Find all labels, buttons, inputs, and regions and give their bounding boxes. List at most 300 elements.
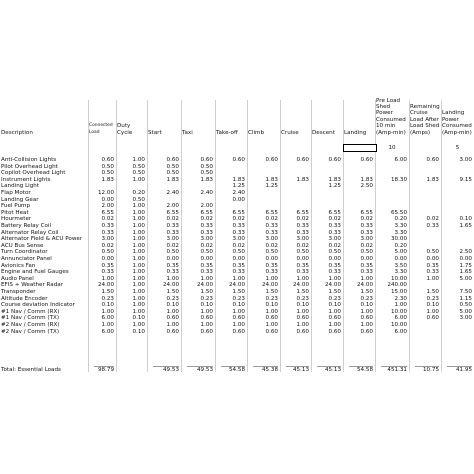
table-cell[interactable]: 1.83 [328,176,341,183]
table-cell[interactable]: 6.55 [360,209,373,216]
table-cell[interactable]: 1.50 [265,289,278,295]
row-description[interactable]: Altitude Encoder [1,295,48,302]
table-cell[interactable]: 1.50 [426,289,439,295]
table-cell[interactable]: 1.00 [132,302,145,309]
table-cell[interactable]: 0.10 [459,216,472,223]
table-cell[interactable]: 1.65 [459,223,472,229]
table-cell[interactable]: 0.60 [360,328,373,335]
table-cell[interactable]: 1.00 [166,308,179,315]
table-cell[interactable]: 0.33 [265,269,278,276]
table-cell[interactable]: 1.50 [296,289,309,295]
table-cell[interactable]: 3.30 [394,269,407,276]
row-description[interactable]: #2 Nav / Comm (RX) [1,322,60,328]
table-cell[interactable]: 6.00 [101,328,114,335]
table-cell[interactable]: 1.00 [132,157,145,163]
table-cell[interactable]: 1.00 [132,176,145,183]
table-cell[interactable]: 0.33 [328,223,341,229]
table-cell[interactable]: 6.00 [394,328,407,335]
table-cell[interactable]: 0.33 [360,229,373,236]
table-cell[interactable]: 65.50 [390,209,407,216]
column-header-landingpower[interactable]: (Amp-min) [442,129,472,136]
table-cell[interactable]: 1.50 [232,289,245,295]
table-cell[interactable]: 1.00 [101,275,114,282]
table-cell[interactable]: 3.00 [328,236,341,243]
row-description[interactable]: Copilot Overhead Light [1,170,66,177]
row-description[interactable]: Landing Light [1,183,40,190]
table-cell[interactable]: 1.00 [132,223,145,229]
table-cell[interactable]: 0.33 [296,223,309,229]
table-cell[interactable]: 0.50 [296,249,309,256]
table-cell[interactable]: 0.00 [200,256,213,262]
table-cell[interactable]: 0.23 [328,295,341,302]
table-cell[interactable]: 9.15 [459,176,472,183]
table-cell[interactable]: 0.60 [296,315,309,322]
total-cell[interactable]: 41.95 [455,367,472,373]
table-cell[interactable]: 24.00 [324,282,341,289]
table-cell[interactable]: 2.30 [394,295,407,302]
table-cell[interactable]: 6.55 [265,209,278,216]
table-cell[interactable]: 0.20 [394,216,407,223]
table-cell[interactable]: 10.00 [390,308,407,315]
table-cell[interactable]: 0.23 [200,295,213,302]
row-description[interactable]: Landing Gear [1,196,39,203]
table-cell[interactable]: 0.23 [265,295,278,302]
total-cell[interactable]: 45.13 [324,367,341,373]
table-cell[interactable]: 0.10 [166,302,179,309]
table-cell[interactable]: 1.00 [132,249,145,256]
table-cell[interactable]: 1.00 [132,275,145,282]
table-cell[interactable]: 6.55 [166,209,179,216]
table-cell[interactable]: 1.00 [200,322,213,328]
column-header-cruise[interactable]: Cruise [281,129,299,136]
table-cell[interactable]: 0.02 [296,216,309,223]
table-cell[interactable]: 0.50 [200,163,213,170]
table-cell[interactable]: 3.00 [459,315,472,322]
row-description[interactable]: Fuel Pump [1,203,31,210]
table-cell[interactable]: 1.00 [132,242,145,249]
table-cell[interactable]: 0.60 [296,157,309,163]
row-description[interactable]: Instrument Lights [1,176,51,183]
total-cell[interactable]: 451.31 [387,367,407,373]
table-cell[interactable]: 0.33 [166,269,179,276]
table-cell[interactable]: 1.00 [360,308,373,315]
table-cell[interactable]: 0.60 [101,157,114,163]
table-cell[interactable]: 0.10 [426,302,439,309]
table-cell[interactable]: 1.00 [232,308,245,315]
table-cell[interactable]: 1.00 [132,289,145,295]
column-header-start[interactable]: Start [148,129,162,136]
table-cell[interactable]: 0.33 [232,269,245,276]
table-cell[interactable]: 0.00 [232,196,245,203]
total-label[interactable]: Total: Essential Loads [1,367,61,373]
table-cell[interactable]: 0.33 [200,269,213,276]
column-header-remaining[interactable]: Load After [410,116,439,123]
table-cell[interactable]: 0.60 [166,157,179,163]
table-cell[interactable]: 0.33 [426,223,439,229]
row-description[interactable]: Alternator Field & ACU Power [1,236,83,243]
table-cell[interactable]: 0.35 [166,262,179,269]
table-cell[interactable]: 0.23 [426,295,439,302]
table-cell[interactable]: 1.00 [232,322,245,328]
table-cell[interactable]: 0.00 [426,256,439,262]
table-cell[interactable]: 1.00 [265,322,278,328]
table-cell[interactable]: 0.60 [232,315,245,322]
table-cell[interactable]: 0.60 [328,315,341,322]
table-cell[interactable]: 0.50 [459,302,472,309]
column-header-remaining[interactable]: Load Shed [410,123,440,130]
table-cell[interactable]: 6.55 [296,209,309,216]
table-cell[interactable]: 0.33 [328,269,341,276]
table-cell[interactable]: 0.50 [101,249,114,256]
table-cell[interactable]: 18.30 [390,176,407,183]
table-cell[interactable]: 0.50 [328,249,341,256]
table-cell[interactable]: 1.00 [132,262,145,269]
table-cell[interactable]: 5.00 [394,249,407,256]
table-cell[interactable]: 1.00 [200,275,213,282]
column-header-duty[interactable]: Cycle [117,129,133,136]
column-header-descent[interactable]: Descent [312,129,335,136]
table-cell[interactable]: 0.50 [265,249,278,256]
row-description[interactable]: EFIS + Weather Radar [1,282,63,289]
table-cell[interactable]: 0.50 [200,170,213,177]
table-cell[interactable]: 0.02 [232,216,245,223]
table-cell[interactable]: 0.02 [200,242,213,249]
row-description[interactable]: Pilot Overhead Light [1,163,58,170]
row-description[interactable]: Flap Motor [1,190,31,196]
table-cell[interactable]: 0.60 [200,328,213,335]
table-cell[interactable]: 0.02 [360,242,373,249]
total-cell[interactable]: 49.53 [196,367,213,373]
table-cell[interactable]: 0.23 [232,295,245,302]
table-cell[interactable]: 0.02 [101,216,114,223]
table-cell[interactable]: 2.00 [166,203,179,210]
table-cell[interactable]: 1.00 [132,256,145,262]
table-cell[interactable]: 0.10 [200,302,213,309]
table-cell[interactable]: 2.40 [232,190,245,196]
table-cell[interactable]: 1.00 [360,322,373,328]
table-cell[interactable]: 1.00 [132,295,145,302]
table-cell[interactable]: 0.33 [296,269,309,276]
table-cell[interactable]: 0.23 [101,295,114,302]
row-description[interactable]: ACU Bus Sense [1,242,44,249]
table-cell[interactable]: 1.00 [132,322,145,328]
table-cell[interactable]: 0.20 [132,190,145,196]
row-description[interactable]: Transponder [1,289,36,295]
table-cell[interactable]: 1.83 [296,176,309,183]
table-cell[interactable]: 1.83 [200,176,213,183]
table-cell[interactable]: 1.65 [459,269,472,276]
table-cell[interactable]: 3.00 [265,236,278,243]
table-cell[interactable]: 1.83 [166,176,179,183]
table-cell[interactable]: 0.00 [265,256,278,262]
table-cell[interactable]: 0.50 [101,163,114,170]
table-cell[interactable]: 24.00 [97,282,114,289]
table-cell[interactable]: 0.50 [360,249,373,256]
total-cell[interactable]: 45.13 [292,367,309,373]
table-cell[interactable]: 0.02 [200,216,213,223]
column-header-preload[interactable]: Power [376,110,393,117]
table-cell[interactable]: 0.50 [200,249,213,256]
table-cell[interactable]: 0.35 [296,262,309,269]
table-cell[interactable]: 1.83 [426,176,439,183]
table-cell[interactable]: 7.50 [459,289,472,295]
table-cell[interactable]: 6.55 [232,209,245,216]
table-cell[interactable]: 1.83 [232,176,245,183]
row-description[interactable]: Avionics Fan [1,262,36,269]
table-cell[interactable]: 0.00 [328,256,341,262]
table-cell[interactable]: 0.35 [265,262,278,269]
row-description[interactable]: #1 Nav / Comm (RX) [1,308,60,315]
table-cell[interactable]: 0.10 [296,302,309,309]
table-cell[interactable]: 0.00 [101,256,114,262]
table-cell[interactable]: 1.00 [296,322,309,328]
table-cell[interactable]: 0.35 [101,262,114,269]
table-cell[interactable]: 1.50 [360,289,373,295]
table-cell[interactable]: 0.02 [166,216,179,223]
table-cell[interactable]: 0.20 [394,242,407,249]
table-cell[interactable]: 0.10 [101,302,114,309]
table-cell[interactable]: 3.00 [101,236,114,243]
table-cell[interactable]: 1.00 [132,308,145,315]
row-description[interactable]: Alternator Relay Coil [1,229,59,236]
table-cell[interactable]: 0.50 [166,163,179,170]
table-cell[interactable]: 0.60 [232,328,245,335]
table-cell[interactable]: 1.00 [265,308,278,315]
total-cell[interactable]: 98.79 [97,367,114,373]
table-cell[interactable]: 1.15 [459,295,472,302]
table-cell[interactable]: 1.00 [132,203,145,210]
table-cell[interactable]: 0.50 [232,249,245,256]
table-cell[interactable]: 1.00 [132,236,145,243]
table-cell[interactable]: 3.00 [296,236,309,243]
column-header-preload[interactable]: Shed [376,104,391,110]
table-cell[interactable]: 0.10 [132,315,145,322]
table-cell[interactable]: 1.00 [166,322,179,328]
table-cell[interactable]: 10.00 [390,275,407,282]
table-cell[interactable]: 0.33 [360,223,373,229]
table-cell[interactable]: 0.35 [232,262,245,269]
table-cell[interactable]: 3.30 [394,223,407,229]
table-cell[interactable]: 0.00 [101,196,114,203]
table-cell[interactable]: 1.00 [296,275,309,282]
row-description[interactable]: Annunciator Panel [1,256,52,262]
table-cell[interactable]: 0.60 [296,328,309,335]
table-cell[interactable]: 0.60 [360,315,373,322]
total-cell[interactable]: 10.75 [422,367,439,373]
column-header-climb[interactable]: Climb [248,129,265,136]
column-header-landingpower[interactable]: Power [442,116,459,123]
table-cell[interactable]: 0.00 [296,256,309,262]
table-cell[interactable]: 0.60 [426,315,439,322]
table-cell[interactable]: 0.33 [426,269,439,276]
table-cell[interactable]: 1.75 [459,262,472,269]
table-cell[interactable]: 0.33 [265,223,278,229]
table-cell[interactable]: 1.00 [132,282,145,289]
table-cell[interactable]: 1.00 [426,308,439,315]
table-cell[interactable]: 0.60 [328,157,341,163]
table-cell[interactable]: 0.50 [426,249,439,256]
table-cell[interactable]: 0.50 [166,249,179,256]
table-cell[interactable]: 0.60 [426,157,439,163]
column-header-preload[interactable]: (Amp-min) [376,129,406,136]
table-cell[interactable]: 1.25 [232,183,245,190]
table-cell[interactable]: 1.00 [132,216,145,223]
table-cell[interactable]: 6.00 [394,315,407,322]
table-cell[interactable]: 1.50 [166,289,179,295]
table-cell[interactable]: 0.33 [232,229,245,236]
table-cell[interactable]: 0.00 [166,256,179,262]
table-cell[interactable]: 1.00 [296,308,309,315]
table-cell[interactable]: 0.33 [166,223,179,229]
row-description[interactable]: Battery Relay Coil [1,223,52,229]
table-cell[interactable]: 0.60 [200,157,213,163]
table-cell[interactable]: 0.35 [360,262,373,269]
table-cell[interactable]: 3.00 [200,236,213,243]
table-cell[interactable]: 0.50 [101,170,114,177]
table-cell[interactable]: 1.00 [328,275,341,282]
column-header-connected[interactable]: Connected [89,123,113,129]
column-header-takeoff[interactable]: Take-off [216,129,238,136]
table-cell[interactable]: 3.50 [394,262,407,269]
column-header-landing[interactable]: Landing [344,129,367,136]
row-description[interactable]: Pitot Heat [1,209,29,216]
column-header-preload[interactable]: Pre Load [376,97,401,104]
table-cell[interactable]: 12.00 [97,190,114,196]
table-cell[interactable]: 1.00 [132,209,145,216]
table-cell[interactable]: 30.00 [390,236,407,243]
table-cell[interactable]: 24.00 [356,282,373,289]
landing-minutes-value[interactable]: 5 [455,145,460,151]
selected-cell[interactable] [343,144,377,152]
table-cell[interactable]: 0.02 [232,242,245,249]
table-cell[interactable]: 1.00 [328,308,341,315]
table-cell[interactable]: 0.33 [360,269,373,276]
table-cell[interactable]: 0.35 [200,262,213,269]
row-description[interactable]: Turn Coordinator [1,249,48,256]
row-description[interactable]: Engine and Fuel Gauges [1,269,69,276]
table-cell[interactable]: 2.40 [166,190,179,196]
total-cell[interactable]: 49.53 [162,367,179,373]
table-cell[interactable]: 0.10 [265,302,278,309]
table-cell[interactable]: 0.02 [265,216,278,223]
table-cell[interactable]: 1.83 [265,176,278,183]
table-cell[interactable]: 0.60 [166,315,179,322]
row-description[interactable]: #1 Nav / Comm (TX) [1,315,60,322]
table-cell[interactable]: 0.02 [360,216,373,223]
total-cell[interactable]: 54.58 [228,367,245,373]
table-cell[interactable]: 1.00 [200,308,213,315]
table-cell[interactable]: 0.60 [265,157,278,163]
table-cell[interactable]: 0.02 [426,216,439,223]
table-cell[interactable]: 2.00 [200,203,213,210]
table-cell[interactable]: 0.00 [394,256,407,262]
table-cell[interactable]: 0.35 [328,262,341,269]
table-cell[interactable]: 6.55 [101,209,114,216]
table-cell[interactable]: 0.02 [328,242,341,249]
column-header-preload[interactable]: 10 min [376,123,396,130]
table-cell[interactable]: 24.00 [196,282,213,289]
row-description[interactable]: Hourmeter [1,216,32,223]
table-cell[interactable]: 0.10 [232,302,245,309]
table-cell[interactable]: 24.00 [292,282,309,289]
table-cell[interactable]: 0.33 [296,229,309,236]
column-header-remaining[interactable]: Cruise [410,110,428,117]
column-header-remaining[interactable]: (Amps) [410,129,431,136]
table-cell[interactable]: 0.02 [296,242,309,249]
table-cell[interactable]: 1.00 [132,269,145,276]
table-cell[interactable]: 0.02 [328,216,341,223]
table-cell[interactable]: 1.83 [101,176,114,183]
table-cell[interactable]: 1.00 [394,302,407,309]
column-header-description[interactable]: Description [1,129,33,136]
table-cell[interactable]: 3.30 [394,229,407,236]
table-cell[interactable]: 0.60 [232,157,245,163]
table-cell[interactable]: 0.33 [101,223,114,229]
table-cell[interactable]: 0.10 [360,302,373,309]
table-cell[interactable]: 1.00 [166,275,179,282]
table-cell[interactable]: 1.00 [328,322,341,328]
column-header-duty[interactable]: Duty [117,123,131,130]
table-cell[interactable]: 0.60 [200,315,213,322]
table-cell[interactable]: 0.10 [328,302,341,309]
table-cell[interactable]: 1.00 [265,275,278,282]
column-header-landingpower[interactable]: Landing [442,110,465,117]
row-description[interactable]: Anti-Collision Lights [1,157,57,163]
table-cell[interactable]: 24.00 [162,282,179,289]
table-cell[interactable]: 3.00 [360,236,373,243]
table-cell[interactable]: 6.00 [394,157,407,163]
table-cell[interactable]: 6.55 [200,209,213,216]
table-cell[interactable]: 0.33 [166,229,179,236]
table-cell[interactable]: 0.60 [360,157,373,163]
table-cell[interactable]: 2.50 [459,249,472,256]
total-cell[interactable]: 45.38 [261,367,278,373]
table-cell[interactable]: 6.00 [101,315,114,322]
table-cell[interactable]: 24.00 [228,282,245,289]
table-cell[interactable]: 2.00 [101,203,114,210]
table-cell[interactable]: 0.00 [459,256,472,262]
table-cell[interactable]: 5.00 [459,308,472,315]
table-cell[interactable]: 0.33 [328,229,341,236]
table-cell[interactable]: 0.23 [360,295,373,302]
column-header-preload[interactable]: Consumed [376,116,406,123]
table-cell[interactable]: 0.33 [200,229,213,236]
table-cell[interactable]: 0.33 [232,223,245,229]
table-cell[interactable]: 0.00 [360,256,373,262]
row-description[interactable]: #2 Nav / Comm (TX) [1,328,60,335]
table-cell[interactable]: 1.50 [328,289,341,295]
table-cell[interactable]: 1.25 [328,183,341,190]
column-header-remaining[interactable]: Remaining [410,104,440,110]
table-cell[interactable]: 0.23 [296,295,309,302]
total-cell[interactable]: 54.58 [356,367,373,373]
table-cell[interactable]: 1.00 [232,275,245,282]
table-cell[interactable]: 1.00 [101,308,114,315]
table-cell[interactable]: 0.00 [232,256,245,262]
column-header-landingpower[interactable]: Consumed [442,123,472,130]
table-cell[interactable]: 3.00 [459,157,472,163]
table-cell[interactable]: 1.83 [360,176,373,183]
table-cell[interactable]: 1.50 [101,289,114,295]
table-cell[interactable]: 0.33 [265,229,278,236]
table-cell[interactable]: 15.00 [390,289,407,295]
table-cell[interactable]: 24.00 [261,282,278,289]
row-description[interactable]: Course deviation Indicator [1,302,75,309]
table-cell[interactable]: 0.02 [265,242,278,249]
table-cell[interactable]: 0.50 [132,170,145,177]
table-cell[interactable]: 0.60 [265,328,278,335]
table-cell[interactable]: 0.10 [132,328,145,335]
